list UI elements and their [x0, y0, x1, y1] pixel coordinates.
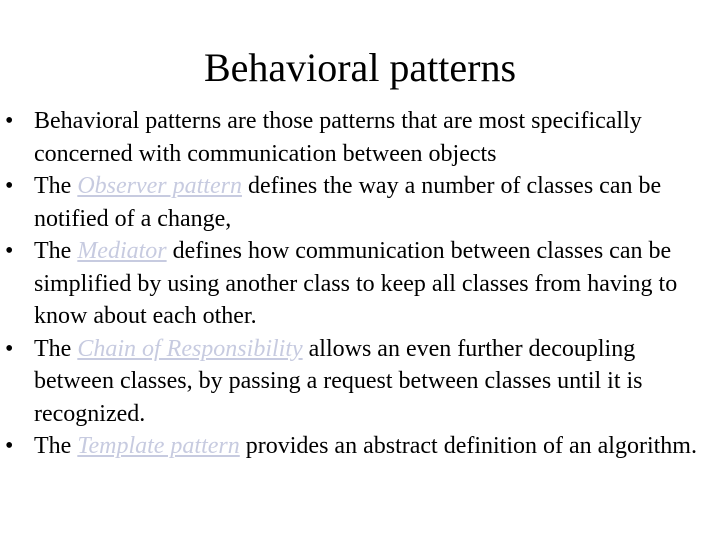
bullet-item-observer [0, 170, 720, 235]
bullet-text-lead: The [34, 238, 78, 264]
bullet-icon: • [5, 108, 14, 134]
template-pattern-link[interactable]: Template pattern [77, 433, 240, 459]
bullet-text-lead: The [34, 173, 78, 199]
chain-of-responsibility-link[interactable]: Chain of Responsibility [77, 335, 303, 362]
observer-pattern-link[interactable]: Observer pattern [77, 173, 242, 199]
bullet-text-tail: defines how communication between classes can be simplified by using another class to keep all classes from having to know about each other. [34, 238, 678, 329]
bullet-list [0, 105, 720, 463]
bullet-icon: • [5, 433, 14, 459]
bullet-text-tail: allows an even further decoupling between classes, by passing a request between classes until it is recognized. [34, 335, 643, 427]
bullet-text-lead: The [34, 335, 78, 362]
bullet-item-mediator [0, 235, 720, 333]
bullet-text-tail: defines the way a number of classes can be notified of a change, [34, 173, 662, 232]
bullet-item-chain [0, 333, 720, 431]
bullet-item-intro [0, 105, 720, 170]
slide-title: Behavioral patterns [203, 45, 517, 90]
bullet-icon: • [5, 335, 14, 362]
bullet-item-template [0, 430, 720, 463]
bullet-icon: • [5, 238, 14, 264]
bullet-text-lead: The [34, 433, 78, 459]
mediator-link[interactable]: Mediator [77, 238, 167, 264]
bullet-text-tail: provides an abstract definition of an algorithm. [239, 433, 697, 459]
bullet-text: Behavioral patterns are those patterns that are most specifically concerned with communication between objects [34, 108, 642, 167]
bullet-icon: • [5, 173, 14, 199]
